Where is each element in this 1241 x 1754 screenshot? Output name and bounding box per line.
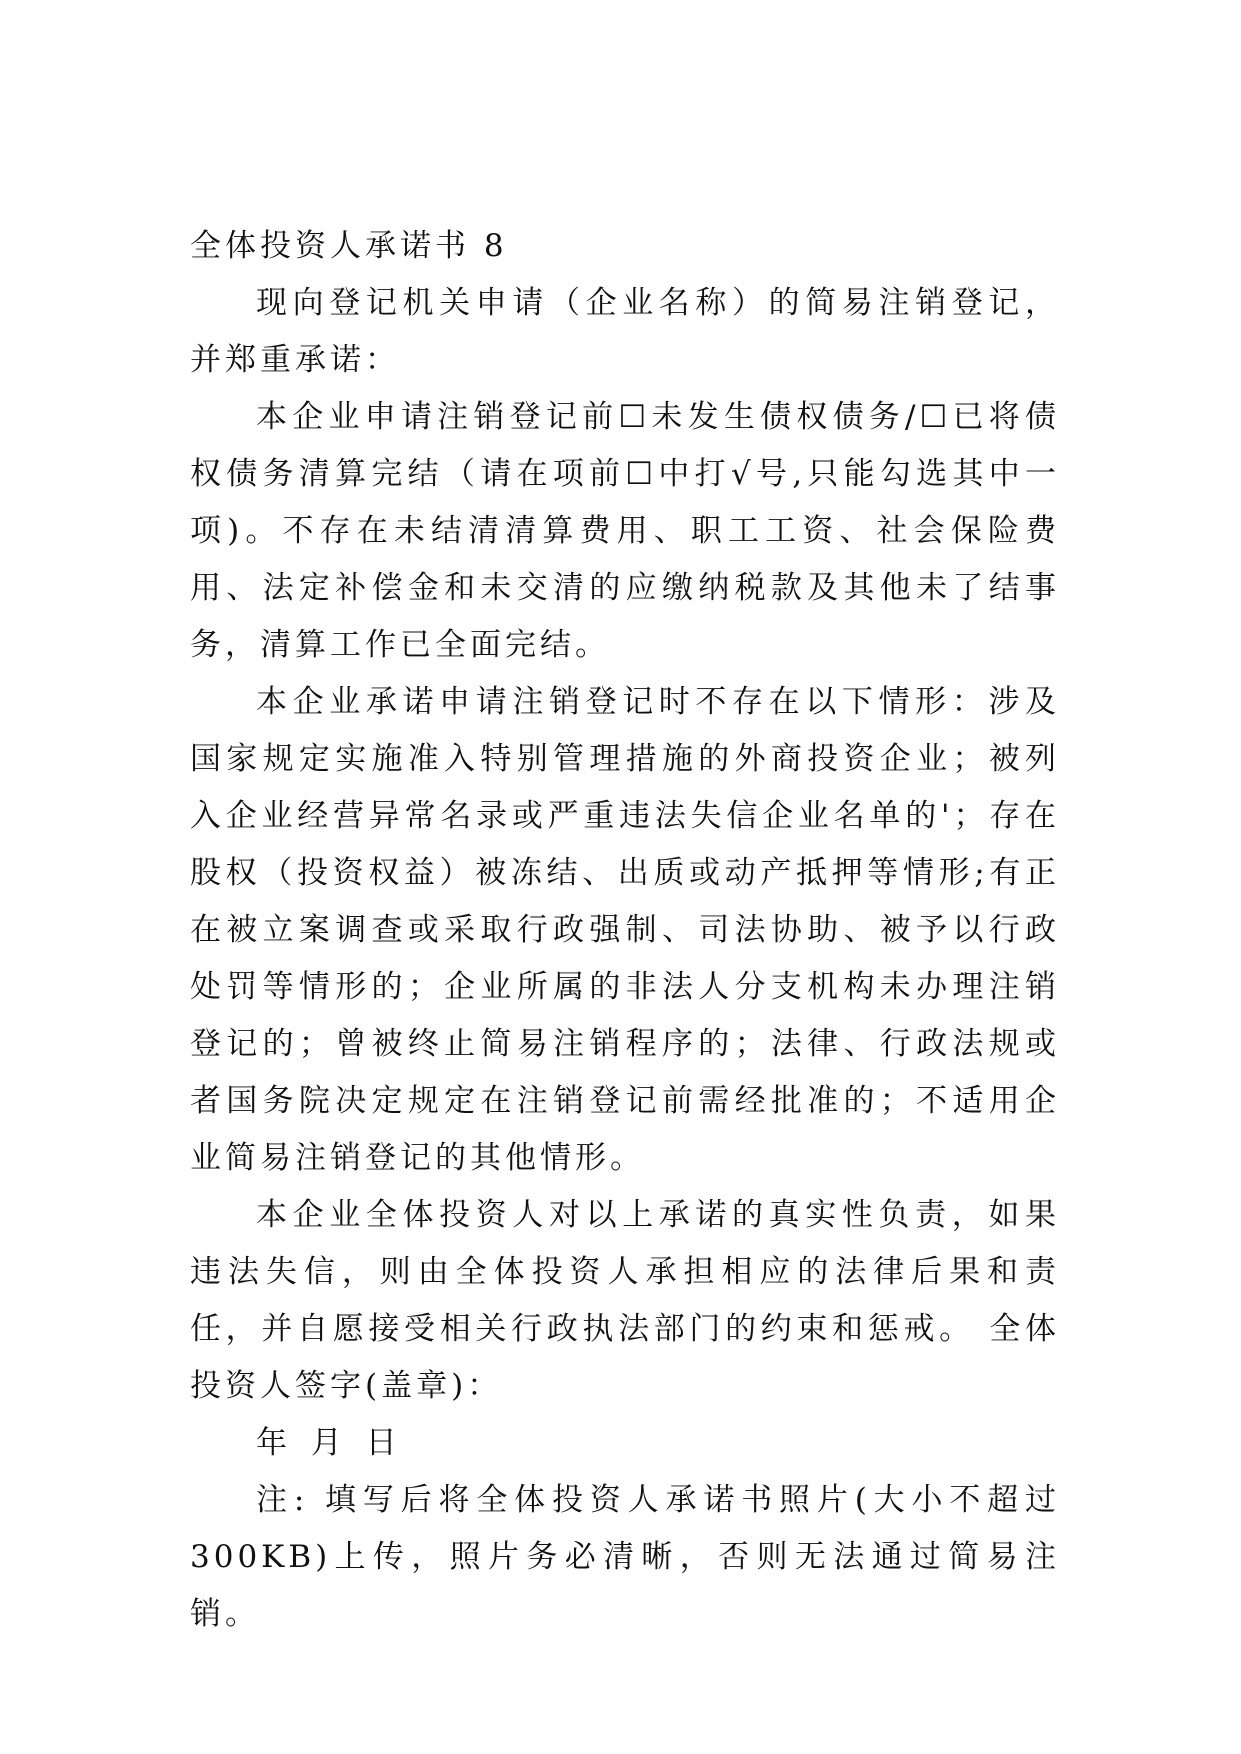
paragraph-debts: 本企业申请注销登记前☐未发生债权债务/☐已将债权债务清算完结（请在项前☐中打√号,只能勾选其中一项)。不存在未结清清算费用、职工工资、社会保险费用、法定补偿金和未交清的应缴纳税款及其他未了结事务，清算工作已全面完结。: [190, 399, 1060, 663]
paragraph-responsibility: 本企业全体投资人对以上承诺的真实性负责，如果违法失信，则由全体投资人承担相应的法律后果和责任，并自愿接受相关行政执法部门的约束和惩戒。 全体投资人签字(盖章)：: [190, 1197, 1060, 1404]
note-paragraph: 注: 填写后将全体投资人承诺书照片(大小不超过300KB)上传，照片务必清晰，否则无法通过简易注销。: [190, 1482, 1060, 1632]
paragraph-exclusions: 本企业承诺申请注销登记时不存在以下情形：涉及国家规定实施准入特别管理措施的外商投资企业；被列入企业经营异常名录或严重违法失信企业名单的'；存在股权（投资权益）被冻结、出质或动产抵押等情形;有正在被立案调查或采取行政强制、司法协助、被予以行政处罚等情形的；企业所属的非法人分支机构未办理注销登记的；曾被终止简易注销程序的；法律、行政法规或者国务院决定规定在注销登记前需经批准的；不适用企业简易注销登记的其他情形。: [190, 684, 1060, 1176]
document-page: [190, 218, 1060, 1643]
paragraph-application: 现向登记机关申请（企业名称）的简易注销登记，并郑重承诺：: [190, 285, 1060, 378]
date-line: 年 月 日: [256, 1425, 397, 1461]
document-title: 全体投资人承诺书 8: [190, 228, 508, 264]
